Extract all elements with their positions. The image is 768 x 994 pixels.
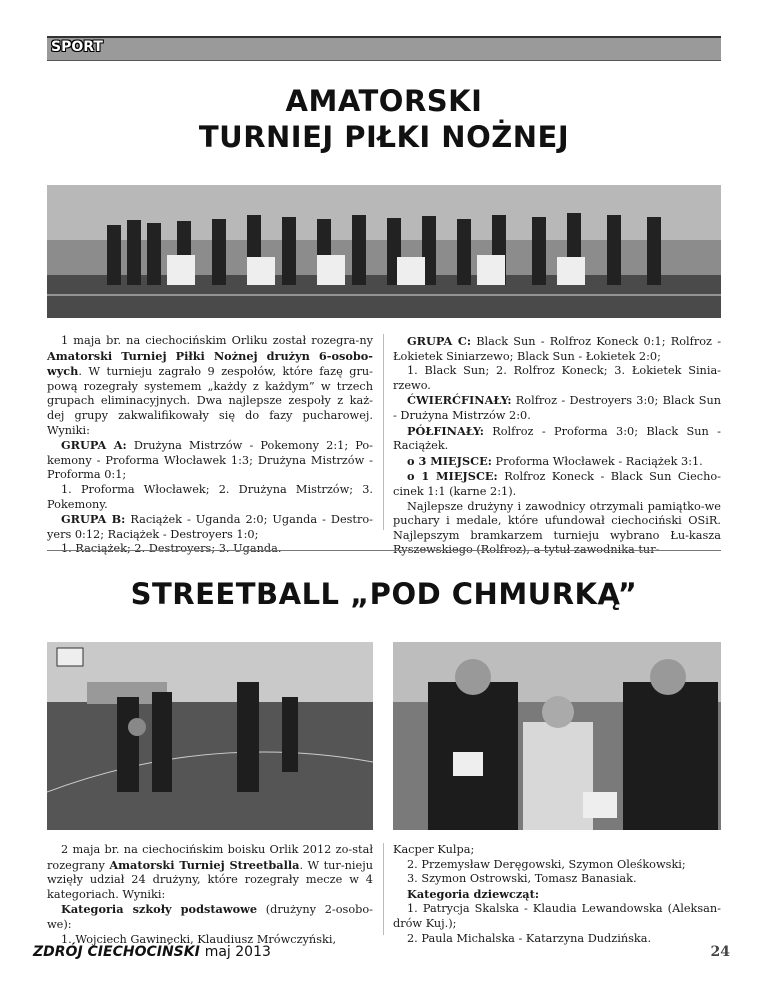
- category-primary-third-place: 3. Szymon Ostrowski, Tomasz Banasiak.: [407, 872, 637, 886]
- group-a-standings: 1. Proforma Włocławek; 2. Drużyna Mistrzów; 3. Pokemony.: [47, 482, 373, 511]
- streetball-medalists-photo: [393, 642, 721, 830]
- final-match: o 1 MIEJSCE: Rolfroz Koneck - Black Sun Ciecho-cinek 1:1 (karne 2:1).: [393, 469, 722, 498]
- magazine-footer: [33, 944, 271, 960]
- article1-right-column: [393, 334, 721, 558]
- column-divider-bottom: [383, 843, 384, 935]
- category-girls: Kategoria dziewcząt:: [407, 886, 539, 901]
- page-number: 24: [710, 944, 730, 960]
- quarterfinals: ĆWIERĆFINAŁY: Rolfroz - Destroyers 3:0; Black Sun - Drużyna Mistrzów 2:0.: [393, 393, 721, 422]
- article2-title: STREETBALL „POD CHMURKĄ”: [130, 577, 638, 611]
- group-c-standings: 1. Black Sun; 2. Rolfroz Koneck; 3. Łokietek Sinia-rzewo.: [393, 364, 721, 392]
- third-place-match: o 3 MIEJSCE: Proforma Włocławek - Raciążek 3:1.: [407, 453, 703, 468]
- team-photo: [47, 185, 721, 318]
- category-primary-school: Kategoria szkoły podstawowe (drużyny 2-osobo-we):: [47, 902, 374, 931]
- category-primary-second-place: 2. Przemysław Deręgowski, Szymon Oleśkowski;: [407, 857, 686, 871]
- article1-left-column: [47, 334, 373, 557]
- issue-date: maj 2013: [204, 944, 271, 960]
- streetball-game-photo: [47, 642, 373, 830]
- group-c-results: GRUPA C: Black Sun - Rolfroz Koneck 0:1; Rolfroz - Łokietek Siniarzewo; Black Sun - Łokietek 2:0;: [393, 334, 722, 363]
- article-divider: [47, 550, 721, 551]
- article2-right-column: [393, 843, 721, 946]
- category-girls-first-place: 1. Patrycja Skalska - Klaudia Lewandowska (Aleksan-drów Kuj.);: [393, 902, 721, 930]
- semifinals: PÓŁFINAŁY: Rolfroz - Proforma 3:0; Black Sun - Raciążek.: [393, 423, 721, 453]
- group-b-results: GRUPA B: Raciążek - Uganda 2:0; Uganda - Destro-yers 0:12; Raciążek - Destroyers 1:0;: [47, 512, 373, 541]
- section-label: SPORT: [51, 39, 103, 55]
- group-a-results: GRUPA A: Drużyna Mistrzów - Pokemony 2:1; Po-kemony - Proforma Włocławek 1:3; Drużyna Mistrzów - Proforma 0:1;: [47, 438, 373, 482]
- section-header-bar: [47, 36, 721, 61]
- category-primary-first-continued: Kacper Kulpa;: [393, 843, 475, 856]
- article2-intro: 2 maja br. na ciechocińskim boisku Orlik 2012 zo-stał rozegrany Amatorski Turniej Streetballa. W tur-nieju wzięły udział 24 drużyny, które rozegrały mecze w 4 kategoriach. Wyniki:: [47, 843, 373, 901]
- group-b-standings: 1. Raciążek; 2. Destroyers; 3. Uganda.: [61, 542, 282, 556]
- column-divider-top: [383, 334, 384, 530]
- article1-closing: Najlepsze drużyny i zawodnicy otrzymali pamiątko-we puchary i medale, które ufundował ciechociński OSiR. Najlepszym bramkarzem turnieju wybrano Łu-kasza Ryszewskiego (Rolfroz), a tytuł zawodnika tur-: [393, 499, 721, 557]
- article1-intro: 1 maja br. na ciechocińskim Orliku został rozegra-ny Amatorski Turniej Piłki Nożnej drużyn 6-osobo-wych. W turnieju zagrało 9 zespołów, które fazę gru-pową rozegrały systemem „każdy z każdym” w trzech grupach eliminacyjnych. Dwa najlepsze zespoły z każ-dej grupy zakwalifikowały się do fazy pucharowej. Wyniki:: [47, 334, 373, 437]
- article1-title-line1: AMATORSKI: [285, 84, 483, 118]
- article1-title-line2: TURNIEJ PIŁKI NOŻNEJ: [198, 120, 570, 154]
- article2-left-column: [47, 843, 373, 947]
- magazine-name: ZDRÓJ CIECHOCIŃSKI: [33, 944, 200, 960]
- category-primary-first-place: 1. Wojciech Gawinecki, Klaudiusz Mrówczyński,: [61, 932, 337, 946]
- category-girls-second-place: 2. Paula Michalska - Katarzyna Dudzińska.: [407, 931, 652, 945]
